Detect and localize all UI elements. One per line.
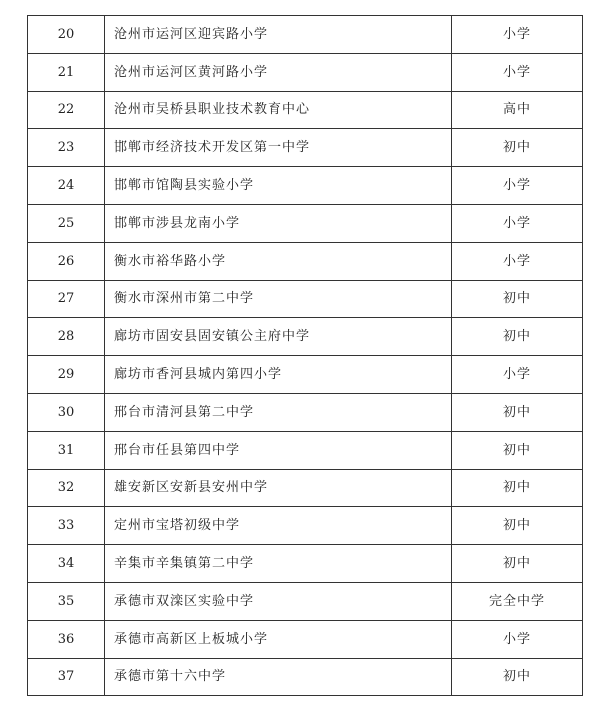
table-row <box>28 16 583 54</box>
table-row <box>28 204 583 242</box>
table-row <box>28 469 583 507</box>
school-name-cell: 雄安新区安新县安州中学 <box>105 469 452 507</box>
school-type-cell: 初中 <box>452 658 583 696</box>
table-row <box>28 356 583 394</box>
school-type-cell: 初中 <box>452 280 583 318</box>
row-number-cell: 32 <box>28 469 105 507</box>
row-number-cell: 21 <box>28 53 105 91</box>
school-name-cell: 沧州市运河区黄河路小学 <box>105 53 452 91</box>
row-number-cell: 34 <box>28 545 105 583</box>
school-type-cell: 完全中学 <box>452 582 583 620</box>
table-row <box>28 620 583 658</box>
school-name-cell: 邢台市任县第四中学 <box>105 431 452 469</box>
school-name-cell: 邯郸市经济技术开发区第一中学 <box>105 129 452 167</box>
school-table-container <box>27 15 582 696</box>
row-number-cell: 27 <box>28 280 105 318</box>
school-type-cell: 初中 <box>452 545 583 583</box>
row-number-cell: 26 <box>28 242 105 280</box>
school-name-cell: 衡水市裕华路小学 <box>105 242 452 280</box>
school-name-cell: 沧州市运河区迎宾路小学 <box>105 16 452 54</box>
school-type-cell: 小学 <box>452 204 583 242</box>
school-name-cell: 邯郸市馆陶县实验小学 <box>105 167 452 205</box>
school-type-cell: 小学 <box>452 356 583 394</box>
school-name-cell: 廊坊市香河县城内第四小学 <box>105 356 452 394</box>
school-type-cell: 初中 <box>452 318 583 356</box>
school-type-cell: 初中 <box>452 507 583 545</box>
table-row <box>28 545 583 583</box>
school-type-cell: 初中 <box>452 129 583 167</box>
table-row <box>28 507 583 545</box>
row-number-cell: 35 <box>28 582 105 620</box>
table-row <box>28 53 583 91</box>
school-name-cell: 衡水市深州市第二中学 <box>105 280 452 318</box>
school-name-cell: 承德市高新区上板城小学 <box>105 620 452 658</box>
school-type-cell: 小学 <box>452 167 583 205</box>
school-name-cell: 承德市双滦区实验中学 <box>105 582 452 620</box>
school-type-cell: 高中 <box>452 91 583 129</box>
table-row <box>28 582 583 620</box>
table-row <box>28 167 583 205</box>
school-name-cell: 廊坊市固安县固安镇公主府中学 <box>105 318 452 356</box>
table-row <box>28 318 583 356</box>
row-number-cell: 31 <box>28 431 105 469</box>
school-type-cell: 初中 <box>452 393 583 431</box>
row-number-cell: 22 <box>28 91 105 129</box>
school-name-cell: 沧州市吴桥县职业技术教育中心 <box>105 91 452 129</box>
row-number-cell: 28 <box>28 318 105 356</box>
row-number-cell: 37 <box>28 658 105 696</box>
table-row <box>28 393 583 431</box>
table-row <box>28 431 583 469</box>
school-name-cell: 定州市宝塔初级中学 <box>105 507 452 545</box>
table-row <box>28 658 583 696</box>
row-number-cell: 23 <box>28 129 105 167</box>
table-row <box>28 280 583 318</box>
school-type-cell: 小学 <box>452 16 583 54</box>
school-table-body <box>28 16 583 696</box>
school-name-cell: 承德市第十六中学 <box>105 658 452 696</box>
table-row <box>28 91 583 129</box>
school-type-cell: 初中 <box>452 431 583 469</box>
row-number-cell: 33 <box>28 507 105 545</box>
row-number-cell: 25 <box>28 204 105 242</box>
school-type-cell: 小学 <box>452 242 583 280</box>
row-number-cell: 20 <box>28 16 105 54</box>
row-number-cell: 29 <box>28 356 105 394</box>
school-type-cell: 小学 <box>452 53 583 91</box>
school-name-cell: 邢台市清河县第二中学 <box>105 393 452 431</box>
table-row <box>28 129 583 167</box>
row-number-cell: 30 <box>28 393 105 431</box>
table-row <box>28 242 583 280</box>
school-list-table <box>27 15 583 696</box>
row-number-cell: 24 <box>28 167 105 205</box>
school-name-cell: 辛集市辛集镇第二中学 <box>105 545 452 583</box>
school-type-cell: 初中 <box>452 469 583 507</box>
school-type-cell: 小学 <box>452 620 583 658</box>
school-name-cell: 邯郸市涉县龙南小学 <box>105 204 452 242</box>
row-number-cell: 36 <box>28 620 105 658</box>
